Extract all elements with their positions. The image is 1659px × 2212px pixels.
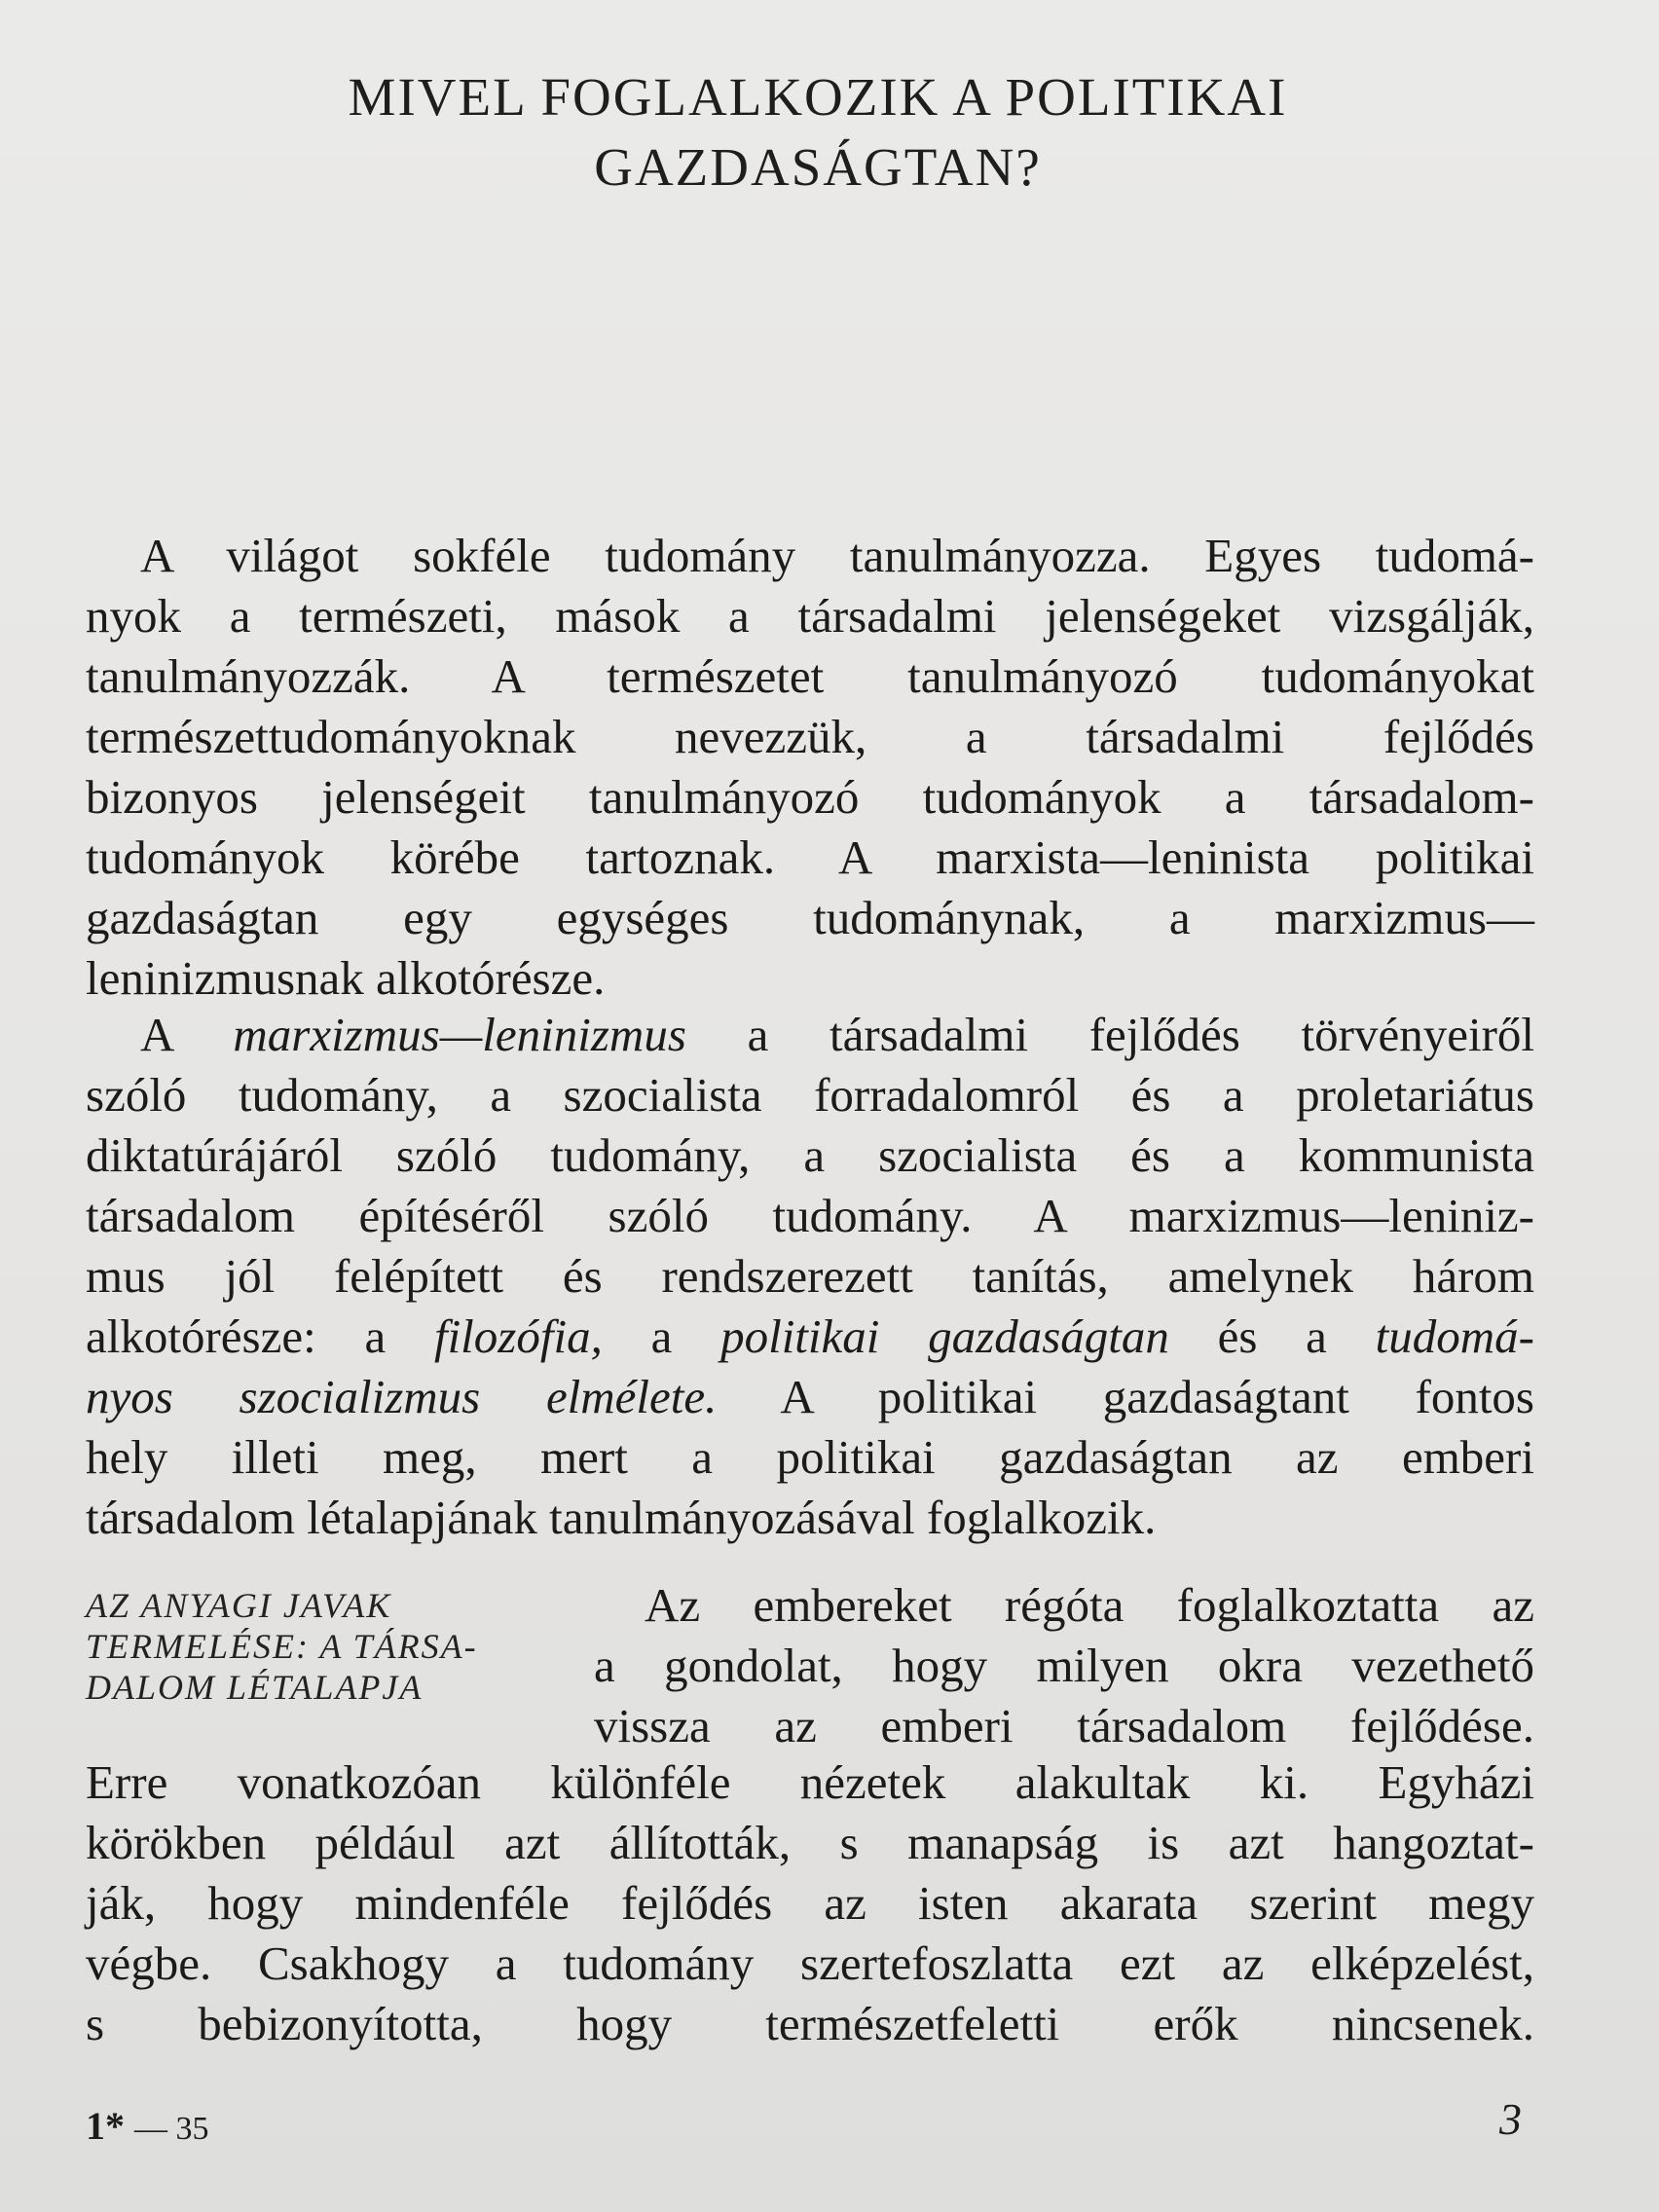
paragraph-line xyxy=(86,1005,1534,1065)
emphasis-text: marxizmus—leninizmus xyxy=(233,1008,686,1061)
paragraph-line: természettudományoknak nevezzük, a társadalmi fejlődés xyxy=(86,710,1534,763)
text-run: a xyxy=(602,1309,721,1363)
emphasis-text: politikai gazdaságtan xyxy=(720,1309,1169,1363)
emphasis-text: nyos szocializmus elmélete. xyxy=(86,1370,718,1423)
side-heading-line: DALOM LÉTALAPJA xyxy=(86,1668,424,1707)
paragraph-intro xyxy=(86,526,1534,1009)
paragraph-line: végbe. Csakhogy a tudomány szertefoszlatta ezt az elképzelést, xyxy=(86,1936,1534,1990)
paragraph-line: leninizmusnak alkotórésze. xyxy=(86,951,606,1005)
emphasis-text: filozófia, xyxy=(433,1309,603,1363)
paragraph-line: a gondolat, hogy milyen okra vezethető xyxy=(594,1639,1534,1692)
paragraph-line: Az embereket régóta foglalkoztatta az xyxy=(645,1578,1534,1632)
side-heading xyxy=(86,1585,592,1708)
page-number: 3 xyxy=(1499,2094,1522,2144)
paragraph-line: tanulmányozzák. A természetet tanulmányozó tudományokat xyxy=(86,649,1534,703)
chapter-title xyxy=(0,62,1636,203)
paragraph-line: diktatúrájáról szóló tudomány, a szocialista és a kommunista xyxy=(86,1128,1534,1182)
paragraph-production xyxy=(86,1752,1534,2054)
text-run: alkotórésze: a xyxy=(86,1309,434,1363)
signature-label: 1* xyxy=(86,2104,125,2148)
paragraph-production-indented xyxy=(594,1575,1534,1756)
text-run: A xyxy=(140,1008,234,1061)
paragraph-line: nyok a természeti, mások a társadalmi jelenségeket vizsgálják, xyxy=(86,589,1534,643)
text-run: és a xyxy=(1168,1309,1376,1363)
side-heading-line: TERMELÉSE: A TÁRSA- xyxy=(86,1627,478,1666)
paragraph-line: ják, hogy mindenféle fejlődés az isten akarata szerint megy xyxy=(86,1876,1534,1930)
paragraph-line: A világot sokféle tudomány tanulmányozza. Egyes tudomá- xyxy=(140,529,1534,582)
chapter-title-line-2: GAZDASÁGTAN? xyxy=(594,137,1042,197)
text-run: A politikai gazdaságtant fontos xyxy=(717,1370,1534,1423)
paragraph-line: vissza az emberi társadalom fejlődése. xyxy=(594,1699,1534,1752)
paragraph-marxism xyxy=(86,1005,1534,1548)
paragraph-line xyxy=(86,1307,1534,1367)
signature-mark xyxy=(86,2103,209,2149)
paragraph-line: s bebizonyította, hogy természetfeletti erők nincsenek. xyxy=(86,1997,1534,2050)
paragraph-line: szóló tudomány, a szocialista forradalomról és a proletariátus xyxy=(86,1068,1534,1122)
paragraph-line: Erre vonatkozóan különféle nézetek alakultak ki. Egyházi xyxy=(86,1755,1534,1809)
paragraph-line: hely illeti meg, mert a politikai gazdaságtan az emberi xyxy=(86,1430,1534,1484)
paragraph-line: társadalom létalapjának tanulmányozásával foglalkozik. xyxy=(86,1491,1157,1544)
signature-number: — 35 xyxy=(134,2111,209,2147)
text-run: a társadalmi fejlődés törvényeiről xyxy=(685,1008,1534,1061)
chapter-title-line-1: MIVEL FOGLALKOZIK A POLITIKAI xyxy=(348,67,1288,127)
paragraph-line: tudományok körébe tartoznak. A marxista—leninista politikai xyxy=(86,830,1534,884)
paragraph-line: bizonyos jelenségeit tanulmányozó tudományok a társadalom- xyxy=(86,770,1534,824)
paragraph-line xyxy=(86,1367,1534,1427)
paragraph-line: körökben például azt állították, s manapság is azt hangoztat- xyxy=(86,1816,1534,1869)
paragraph-line: gazdaságtan egy egységes tudománynak, a marxizmus— xyxy=(86,891,1534,944)
emphasis-text: tudomá- xyxy=(1375,1309,1534,1363)
paragraph-line: mus jól felépített és rendszerezett tanítás, amelynek három xyxy=(86,1249,1534,1303)
paragraph-line: társadalom építéséről szóló tudomány. A marxizmus—leniniz- xyxy=(86,1189,1534,1242)
side-heading-line: AZ ANYAGI JAVAK xyxy=(86,1586,392,1625)
